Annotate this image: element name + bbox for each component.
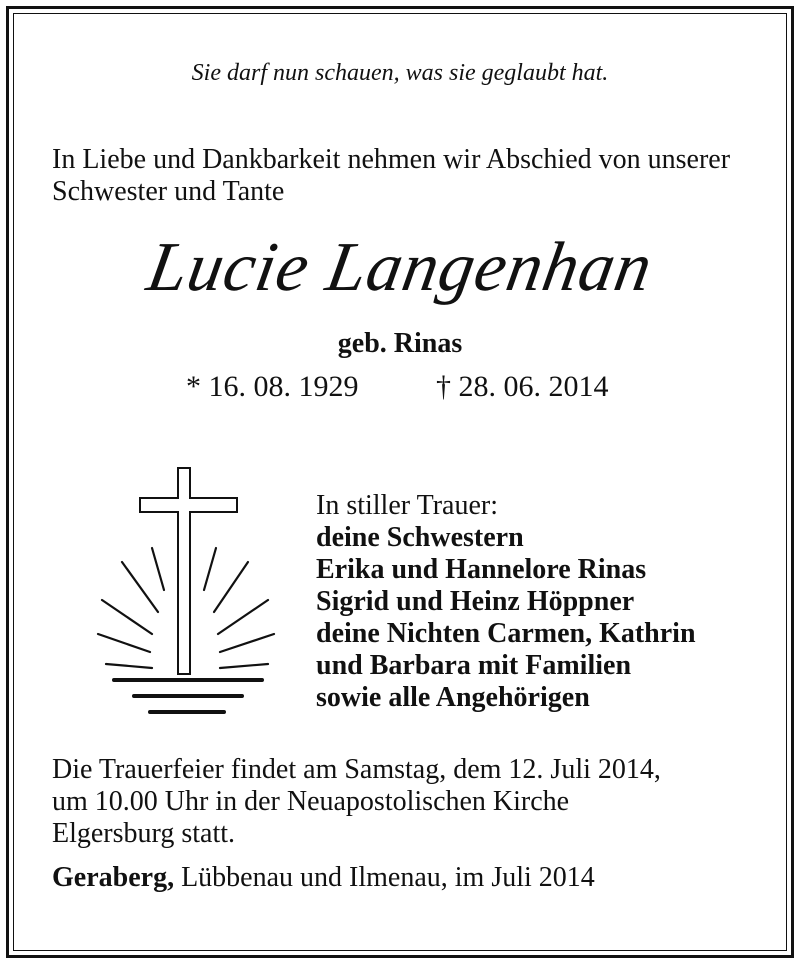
intro-line: In Liebe und Dankbarkeit nehmen wir Abschied von unserer (52, 144, 731, 175)
intro-line: Schwester und Tante (52, 176, 285, 207)
service-line: um 10.00 Uhr in der Neuapostolischen Kirche (52, 786, 570, 817)
maiden-name: geb. Rinas (337, 328, 463, 359)
place-rest: Lübbenau und Ilmenau, im Juli 2014 (174, 862, 595, 893)
mourner-line: Erika und Hannelore Rinas (316, 554, 647, 585)
mourner-line: deine Schwestern (316, 522, 524, 553)
place-town: Geraberg, (52, 862, 175, 893)
mourner-line: und Barbara mit Familien (316, 650, 632, 681)
deceased-name: Lucie Langenhan (141, 229, 659, 306)
service-info (52, 754, 661, 850)
motto: Sie darf nun schauen, was sie geglaubt hat. (191, 60, 609, 86)
mourners-heading: In stiller Trauer: (316, 490, 498, 521)
cross-with-sunrise-icon (92, 462, 288, 722)
mourner-line: deine Nichten Carmen, Kathrin (316, 618, 696, 649)
place-date-line (52, 862, 595, 894)
mourners-block (316, 490, 696, 714)
mourner-line: Sigrid und Heinz Höppner (316, 586, 635, 617)
death-date: † 28. 06. 2014 (436, 370, 609, 403)
intro-text (52, 144, 730, 208)
birth-date: * 16. 08. 1929 (186, 370, 359, 403)
mourner-line: sowie alle Angehörigen (316, 682, 590, 713)
service-line: Die Trauerfeier findet am Samstag, dem 12. Juli 2014, (52, 754, 661, 785)
service-line: Elgersburg statt. (52, 818, 236, 849)
